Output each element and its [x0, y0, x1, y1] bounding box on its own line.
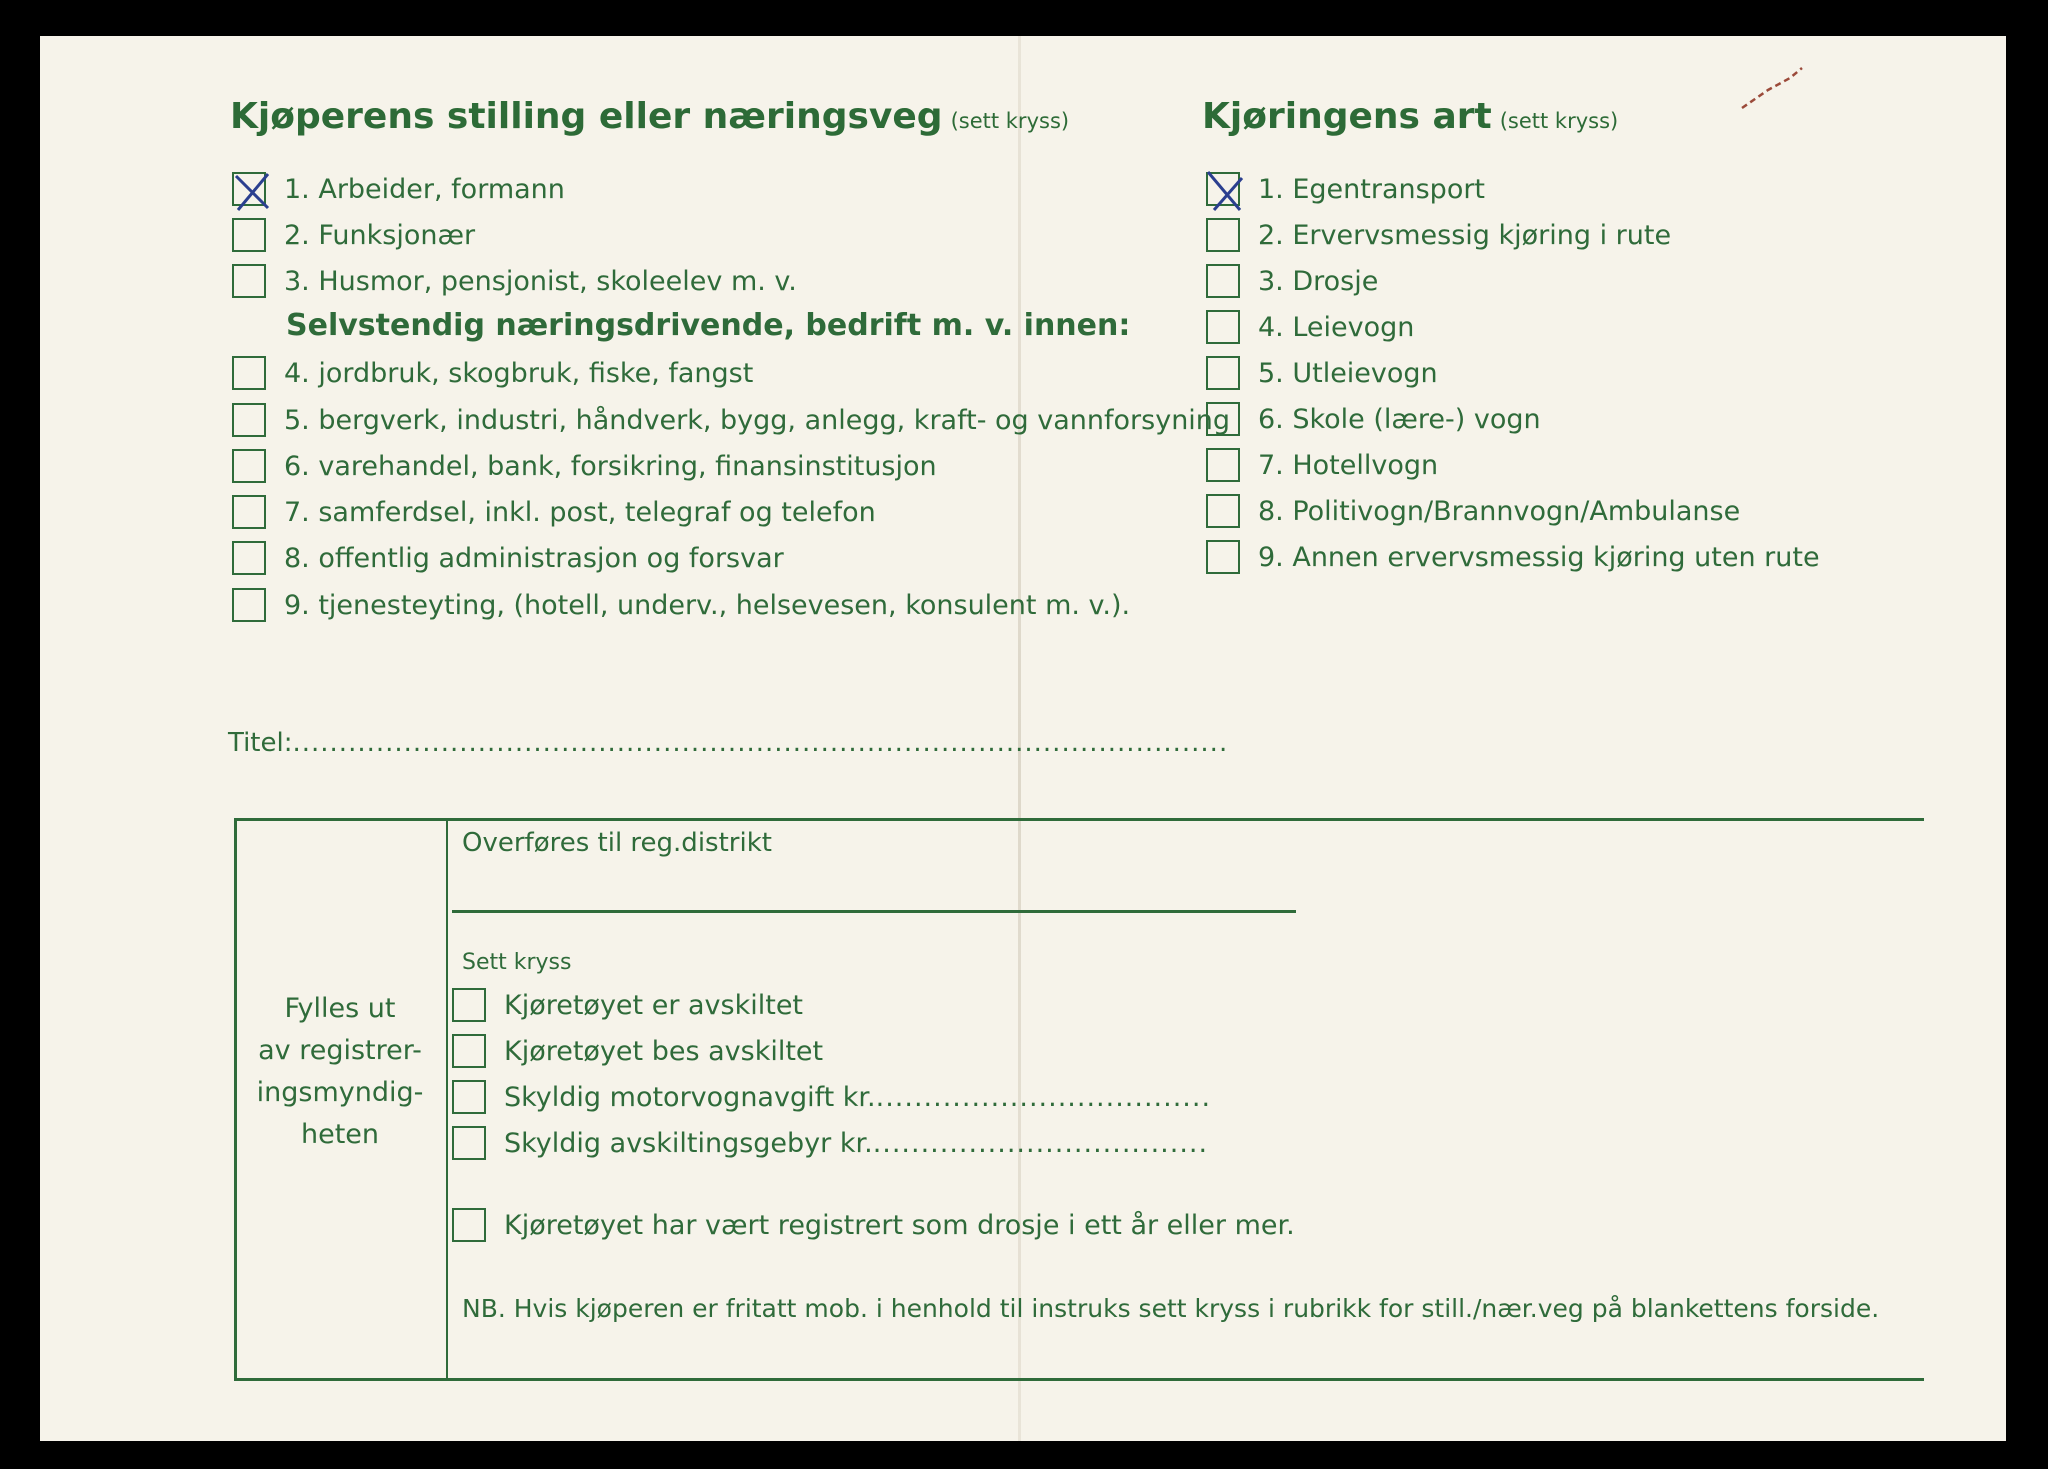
registry-frame-bottom [234, 1378, 1924, 1381]
left-heading-text: Kjøperens stilling eller næringsveg [230, 96, 943, 137]
checkbox-checked[interactable] [232, 172, 266, 206]
occupation-option-5[interactable] [232, 403, 1230, 437]
left-heading [230, 96, 1069, 137]
occupation-option-4[interactable] [232, 356, 753, 390]
driving-type-option-3[interactable] [1206, 264, 1378, 298]
option-label: 2. Funksjonær [284, 219, 476, 251]
amount-dotted-line[interactable]: ................................... [872, 1127, 1209, 1159]
checkbox[interactable] [232, 403, 266, 437]
option-label: 9. tjenesteyting, (hotell, underv., helsevesen, konsulent m. v.). [284, 589, 1131, 621]
checkbox[interactable] [232, 588, 266, 622]
checkbox[interactable] [232, 218, 266, 252]
option-label: 3. Husmor, pensjonist, skoleelev m. v. [284, 265, 797, 297]
checkbox[interactable] [232, 495, 266, 529]
side-label-line: av registrer- [258, 1035, 422, 1066]
occupation-option-3[interactable] [232, 264, 797, 298]
driving-type-option-4[interactable] [1206, 310, 1414, 344]
checkbox[interactable] [1206, 310, 1240, 344]
titel-label: Titel: [228, 728, 293, 758]
checkbox[interactable] [1206, 448, 1240, 482]
side-label-line: ingsmyndig- [256, 1077, 424, 1108]
option-label: 5. bergverk, industri, håndverk, bygg, anlegg, kraft- og vannforsyning [284, 404, 1231, 436]
self-employed-subheading: Selvstendig næringsdrivende, bedrift m. v. innen: [286, 308, 1131, 343]
checkbox[interactable] [232, 356, 266, 390]
registry-side-label [240, 988, 440, 1156]
option-label: 2. Ervervsmessig kjøring i rute [1258, 219, 1672, 251]
checkbox[interactable] [1206, 540, 1240, 574]
registry-option-3[interactable] [452, 1080, 1211, 1114]
driving-type-option-6[interactable] [1206, 402, 1541, 436]
option-label: Kjøretøyet har vært registrert som drosje i ett år eller mer. [504, 1209, 1295, 1241]
driving-type-option-1[interactable] [1206, 172, 1485, 206]
driving-type-option-7[interactable] [1206, 448, 1438, 482]
pen-mark-icon [1738, 60, 1818, 120]
registry-option-1[interactable] [452, 988, 803, 1022]
checkbox[interactable] [1206, 494, 1240, 528]
checkbox[interactable] [232, 264, 266, 298]
checkbox[interactable] [232, 449, 266, 483]
option-label: 6. Skole (lære-) vogn [1258, 403, 1541, 435]
titel-dotted-line: ..................................................................................................... [292, 728, 1229, 758]
occupation-option-2[interactable] [232, 218, 475, 252]
option-label: Kjøretøyet bes avskiltet [504, 1035, 824, 1067]
option-label: Skyldig motorvognavgift kr. [504, 1081, 876, 1113]
drosje-option[interactable] [452, 1208, 1295, 1242]
right-heading-text: Kjøringens art [1202, 96, 1492, 137]
left-heading-note: (sett kryss) [950, 109, 1070, 133]
option-label: 9. Annen ervervsmessig kjøring uten rute [1258, 541, 1820, 573]
option-label: 4. Leievogn [1258, 311, 1415, 343]
right-heading-note: (sett kryss) [1499, 109, 1619, 133]
registry-frame-left [234, 818, 237, 1381]
sett-kryss-label: Sett kryss [462, 950, 572, 975]
occupation-option-1[interactable] [232, 172, 565, 206]
checkbox[interactable] [452, 1126, 486, 1160]
checkbox[interactable] [232, 541, 266, 575]
occupation-option-9[interactable] [232, 588, 1130, 622]
checkbox[interactable] [1206, 356, 1240, 390]
checkbox-checked[interactable] [1206, 172, 1240, 206]
driving-type-option-8[interactable] [1206, 494, 1740, 528]
side-label-line: heten [300, 1119, 380, 1150]
transfer-label: Overføres til reg.distrikt [462, 828, 772, 858]
driving-type-option-9[interactable] [1206, 540, 1820, 574]
checkbox[interactable] [452, 1208, 486, 1242]
checkbox[interactable] [1206, 218, 1240, 252]
checkbox[interactable] [1206, 402, 1240, 436]
handwritten-x-icon [1204, 168, 1248, 214]
checkbox[interactable] [452, 988, 486, 1022]
occupation-option-6[interactable] [232, 449, 937, 483]
registry-frame-top [234, 818, 1924, 821]
occupation-option-7[interactable] [232, 495, 876, 529]
checkbox[interactable] [452, 1080, 486, 1114]
right-heading [1202, 96, 1618, 137]
registry-frame-divider [446, 818, 448, 1381]
option-label: Kjøretøyet er avskiltet [504, 989, 804, 1021]
registry-option-4[interactable] [452, 1126, 1208, 1160]
option-label: 1. Egentransport [1258, 173, 1486, 205]
checkbox[interactable] [452, 1034, 486, 1068]
option-label: 1. Arbeider, formann [284, 173, 565, 205]
option-label: 7. samferdsel, inkl. post, telegraf og telefon [284, 496, 876, 528]
occupation-option-8[interactable] [232, 541, 784, 575]
option-label: 7. Hotellvogn [1258, 449, 1439, 481]
option-label: 5. Utleievogn [1258, 357, 1438, 389]
driving-type-option-5[interactable] [1206, 356, 1438, 390]
titel-field[interactable] [228, 728, 1228, 758]
registry-option-2[interactable] [452, 1034, 823, 1068]
option-label: 6. varehandel, bank, forsikring, finansinstitusjon [284, 450, 937, 482]
option-label: Skyldig avskiltingsgebyr kr. [504, 1127, 873, 1159]
handwritten-x-icon [230, 168, 274, 214]
nb-note: NB. Hvis kjøperen er fritatt mob. i henhold til instruks sett kryss i rubrikk for still./nær.veg på blankettens forside. [462, 1294, 1880, 1323]
side-label-line: Fylles ut [284, 993, 396, 1024]
option-label: 3. Drosje [1258, 265, 1379, 297]
option-label: 8. offentlig administrasjon og forsvar [284, 542, 784, 574]
checkbox[interactable] [1206, 264, 1240, 298]
amount-dotted-line[interactable]: ................................... [875, 1081, 1212, 1113]
transfer-district-line[interactable] [452, 910, 1296, 913]
option-label: 4. jordbruk, skogbruk, fiske, fangst [284, 357, 754, 389]
option-label: 8. Politivogn/Brannvogn/Ambulanse [1258, 495, 1741, 527]
driving-type-option-2[interactable] [1206, 218, 1671, 252]
